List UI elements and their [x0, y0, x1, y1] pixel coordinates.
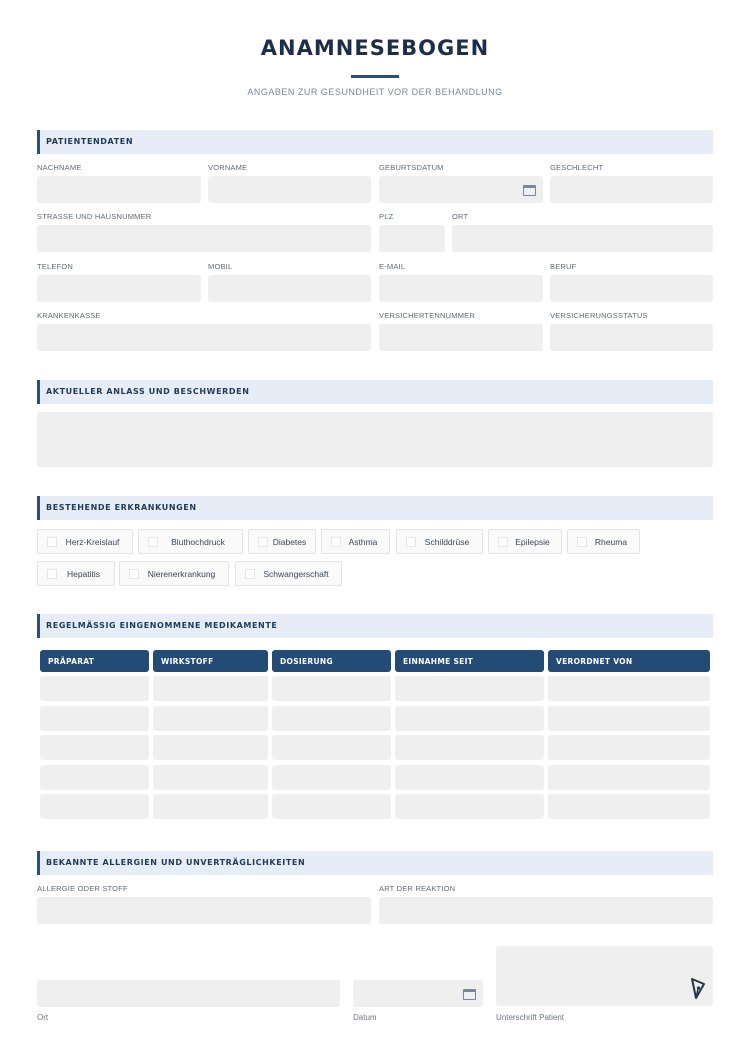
ort-field[interactable] [452, 225, 713, 252]
strasse-field[interactable] [37, 225, 371, 252]
versichertennummer-field[interactable] [379, 324, 543, 351]
table-cell-input[interactable] [548, 676, 710, 701]
table-cell-input[interactable] [153, 735, 268, 760]
table-cell-input[interactable] [548, 706, 710, 731]
section-medikamente [37, 614, 713, 638]
column-label: PRÄPARAT [48, 657, 95, 666]
table-cell-input[interactable] [40, 765, 149, 790]
label-nachname: NACHNAME [37, 163, 82, 172]
table-cell-input[interactable] [40, 794, 149, 819]
label-reaktion: ART DER REAKTION [379, 884, 456, 893]
signature-label: Unterschrift Patient [496, 1013, 565, 1022]
column-label: VERORDNET VON [556, 657, 633, 666]
condition-label: Hepatitis [66, 569, 101, 579]
table-cell-input[interactable] [153, 706, 268, 731]
table-cell-input[interactable] [272, 735, 391, 760]
section-allergien [37, 851, 713, 875]
checkbox-box[interactable] [331, 537, 341, 547]
label-vorname: VORNAME [208, 163, 248, 172]
table-cell-input[interactable] [272, 706, 391, 731]
condition-label: Herz-Kreislauf [65, 537, 120, 547]
condition-label: Asthma [348, 537, 378, 547]
condition-label: Rheuma [594, 537, 628, 547]
geburtsdatum-field[interactable] [379, 176, 543, 203]
condition-checkbox[interactable] [138, 529, 243, 554]
table-cell-input[interactable] [272, 676, 391, 701]
table-cell-input[interactable] [153, 794, 268, 819]
table-header-cell [153, 650, 268, 672]
label-geschlecht: GESCHLECHT [550, 163, 604, 172]
telefon-field[interactable] [37, 275, 201, 302]
section-erkrankungen [37, 496, 713, 520]
label-email: E-MAIL [379, 262, 406, 271]
checkbox-box[interactable] [245, 569, 255, 579]
condition-label: Schwangerschaft [263, 569, 329, 579]
column-label: DOSIERUNG [280, 657, 333, 666]
section-title: REGELMÄSSIG EINGENOMMENE MEDIKAMENTE [46, 621, 278, 630]
checkbox-box[interactable] [47, 569, 57, 579]
table-cell-input[interactable] [548, 735, 710, 760]
condition-checkbox[interactable] [488, 529, 562, 554]
signature-field[interactable] [496, 946, 713, 1006]
table-cell-input[interactable] [548, 794, 710, 819]
label-versichertennummer: VERSICHERTENNUMMER [379, 311, 475, 320]
title-divider [351, 75, 399, 78]
section-title: AKTUELLER ANLASS UND BESCHWERDEN [46, 387, 250, 396]
signature-pen-icon [687, 976, 709, 1002]
table-cell-input[interactable] [40, 706, 149, 731]
label-strasse: STRASSE UND HAUSNUMMER [37, 212, 152, 221]
label-beruf: BERUF [550, 262, 577, 271]
label-versicherungsstatus: VERSICHERUNGSSTATUS [550, 311, 648, 320]
checkbox-box[interactable] [129, 569, 139, 579]
condition-label: Schilddrüse [424, 537, 470, 547]
vorname-field[interactable] [208, 176, 371, 203]
condition-label: Epilepsie [515, 537, 550, 547]
versicherungsstatus-field[interactable] [550, 324, 713, 351]
condition-checkbox[interactable] [235, 561, 342, 586]
column-label: EINNAHME SEIT [403, 657, 474, 666]
calendar-icon[interactable] [463, 989, 476, 1000]
allergie-field[interactable] [37, 897, 371, 924]
table-cell-input[interactable] [395, 706, 544, 731]
table-cell-input[interactable] [548, 765, 710, 790]
condition-checkbox[interactable] [396, 529, 483, 554]
table-cell-input[interactable] [40, 735, 149, 760]
condition-checkbox[interactable] [248, 529, 316, 554]
table-cell-input[interactable] [395, 794, 544, 819]
beruf-field[interactable] [550, 275, 713, 302]
ort-label: Ort [37, 1013, 49, 1022]
krankenkasse-field[interactable] [37, 324, 371, 351]
page-title: ANAMNESEBOGEN [260, 36, 490, 60]
checkbox-box[interactable] [406, 537, 416, 547]
table-cell-input[interactable] [153, 676, 268, 701]
table-cell-input[interactable] [40, 676, 149, 701]
label-krankenkasse: KRANKENKASSE [37, 311, 101, 320]
label-ort: ORT [452, 212, 469, 221]
table-cell-input[interactable] [272, 765, 391, 790]
table-cell-input[interactable] [395, 676, 544, 701]
page-subtitle: ANGABEN ZUR GESUNDHEIT VOR DER BEHANDLUNG [247, 87, 503, 97]
condition-checkbox[interactable] [321, 529, 390, 554]
condition-label: Bluthochdruck [171, 537, 225, 547]
calendar-icon[interactable] [523, 185, 536, 196]
table-header-cell [548, 650, 710, 672]
geschlecht-field[interactable] [550, 176, 713, 203]
checkbox-box[interactable] [148, 537, 158, 547]
condition-checkbox[interactable] [119, 561, 229, 586]
section-title: PATIENTENDATEN [46, 137, 134, 146]
label-plz: PLZ [379, 212, 394, 221]
checkbox-box[interactable] [577, 537, 587, 547]
section-patientendaten [37, 130, 713, 154]
label-mobil: MOBIL [208, 262, 233, 271]
plz-field[interactable] [379, 225, 445, 252]
condition-label: Diabetes [272, 537, 307, 547]
datum-label: Datum [353, 1013, 377, 1022]
condition-checkbox[interactable] [37, 561, 115, 586]
label-geburtsdatum: GEBURTSDATUM [379, 163, 444, 172]
checkbox-box[interactable] [47, 537, 57, 547]
checkbox-box[interactable] [498, 537, 508, 547]
email-field[interactable] [379, 275, 543, 302]
section-title: BEKANNTE ALLERGIEN UND UNVERTRÄGLICHKEITEN [46, 858, 306, 867]
table-cell-input[interactable] [272, 794, 391, 819]
table-header-cell [272, 650, 391, 672]
beschwerden-textarea[interactable] [37, 412, 713, 467]
checkbox-box[interactable] [258, 537, 268, 547]
column-label: WIRKSTOFF [161, 657, 214, 666]
ort-signature-field[interactable] [37, 980, 340, 1007]
datum-field[interactable] [353, 980, 483, 1007]
label-telefon: TELEFON [37, 262, 73, 271]
condition-label: Nierenerkrankung [147, 569, 216, 579]
label-allergie: ALLERGIE ODER STOFF [37, 884, 128, 893]
table-cell-input[interactable] [395, 735, 544, 760]
condition-checkbox[interactable] [37, 529, 133, 554]
condition-checkbox[interactable] [567, 529, 640, 554]
table-header-cell [395, 650, 544, 672]
section-beschwerden [37, 380, 713, 404]
table-header-cell [40, 650, 149, 672]
mobil-field[interactable] [208, 275, 371, 302]
section-title: BESTEHENDE ERKRANKUNGEN [46, 503, 197, 512]
reaktion-field[interactable] [379, 897, 713, 924]
nachname-field[interactable] [37, 176, 201, 203]
table-cell-input[interactable] [395, 765, 544, 790]
table-cell-input[interactable] [153, 765, 268, 790]
